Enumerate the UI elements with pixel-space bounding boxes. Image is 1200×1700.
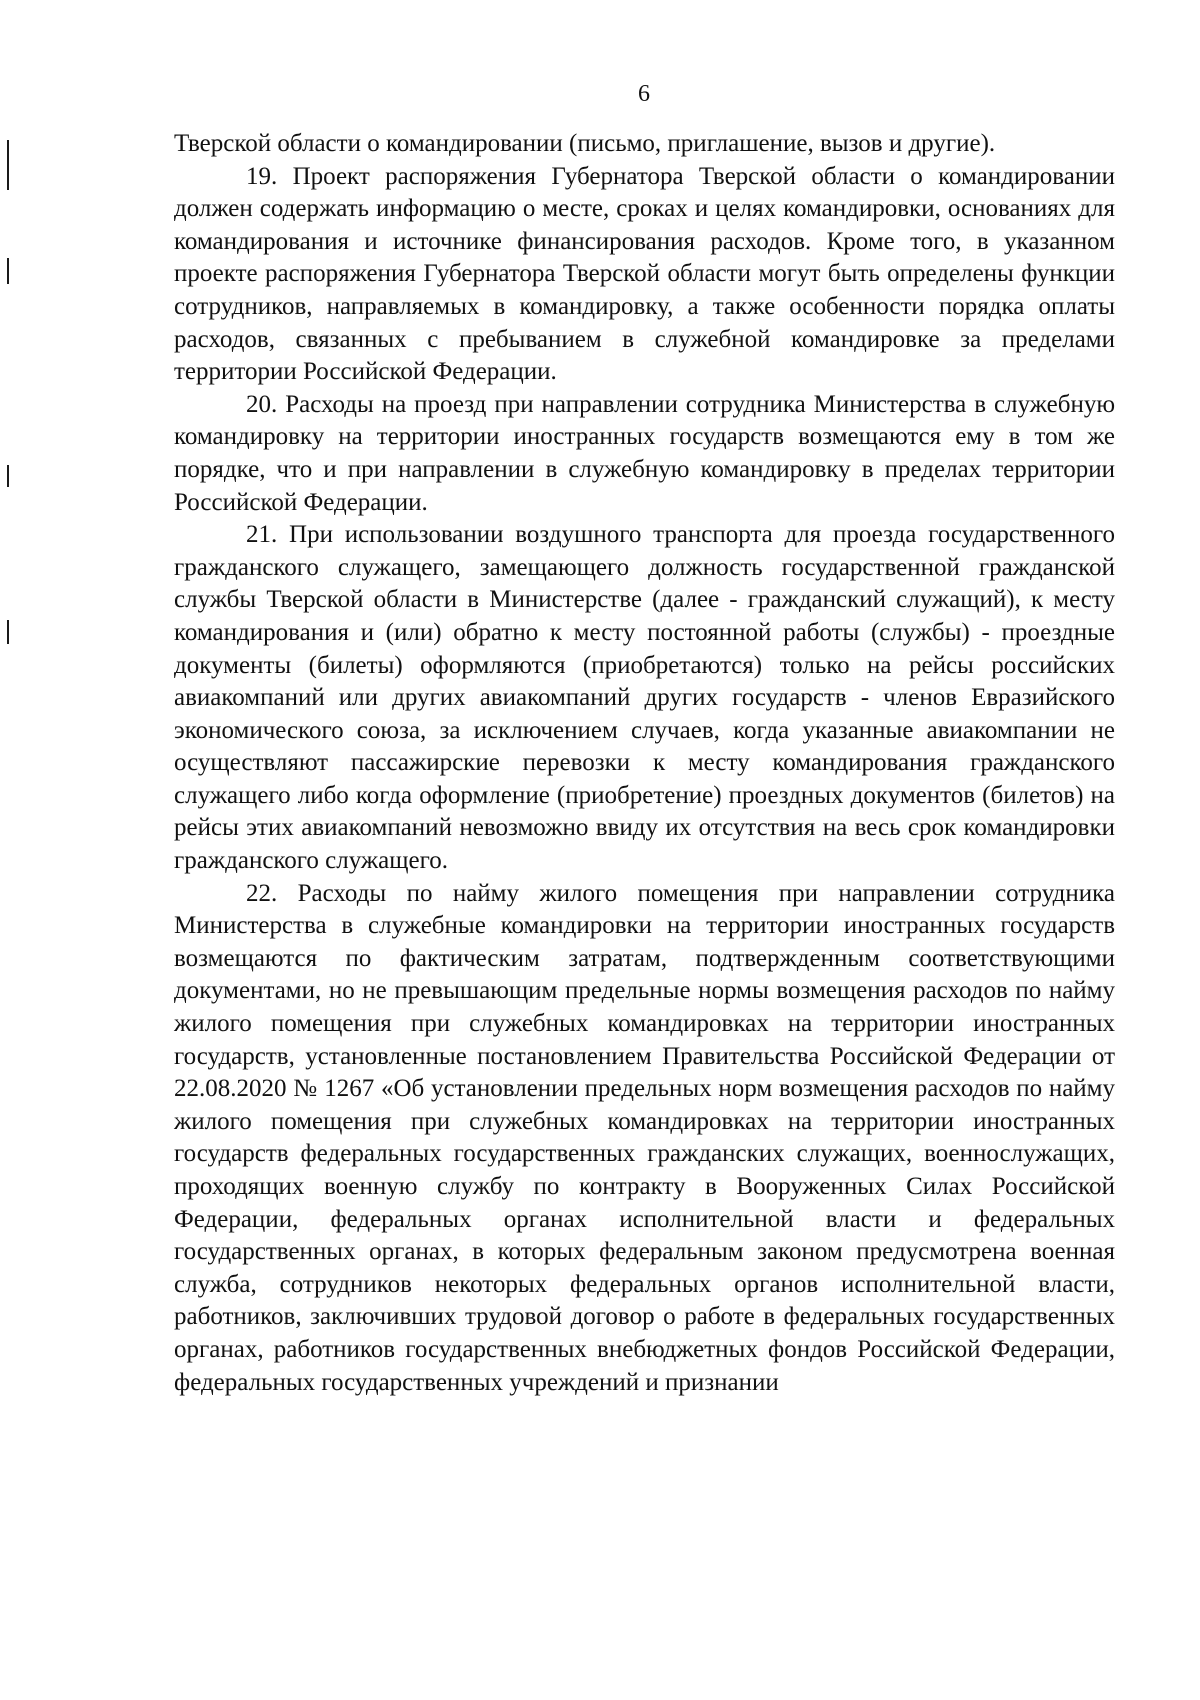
scan-edge-mark bbox=[7, 140, 9, 190]
paragraph-20: 20. Расходы на проезд при направлении сотрудника Министерства в служебную командировку на территории иностранных государств возмещаются ему в том же порядке, что и при направлении в служебную командировку в пределах территории Российской Федерации. bbox=[174, 390, 1115, 516]
paragraph-21: 21. При использовании воздушного транспорта для проезда государственного гражданского служащего, замещающего должность государственной гражданской службы Тверской области в Министерстве (далее - гражданский служащий), к месту командирования и (или) обратно к месту постоянной работы (службы) - проездные документы (билеты) оформляются (приобретаются) только на рейсы российских авиакомпаний или других авиакомпаний других государств - членов Евразийского экономического союза, за исключением случаев, когда указанные авиакомпании не осуществляют пассажирские перевозки к месту командирования гражданского служащего либо когда оформление (приобретение) проездных документов (билетов) на рейсы этих авиакомпаний невозможно ввиду их отсутствия на весь срок командировки гражданского служащего. bbox=[174, 521, 1115, 875]
document-body bbox=[174, 128, 1115, 1399]
scan-edge-mark bbox=[7, 465, 9, 487]
paragraph-19: 19. Проект распоряжения Губернатора Тверской области о командировании должен содержать информацию о месте, сроках и целях командировки, основаниях для командирования и источнике финансирования расходов. Кроме того, в указанном проекте распоряжения Губернатора Тверской области могут быть определены функции сотрудников, направляемых в командировку, а также особенности порядка оплаты расходов, связанных с пребыванием в служебной командировке за пределами территории Российской Федерации. bbox=[174, 162, 1115, 386]
scan-edge-mark bbox=[7, 258, 9, 284]
page-number: 6 bbox=[638, 81, 650, 107]
paragraph-22: 22. Расходы по найму жилого помещения при направлении сотрудника Министерства в служебные командировки на территории иностранных государств возмещаются по фактическим затратам, подтвержденным соответствующими документами, но не превышающим предельные нормы возмещения расходов по найму жилого помещения при служебных командировках на территории иностранных государств, установленные постановлением Правительства Российской Федерации от 22.08.2020 № 1267 «Об установлении предельных норм возмещения расходов по найму жилого помещения при служебных командировках на территории иностранных государств федеральных государственных гражданских служащих, военнослужащих, проходящих военную службу по контракту в Вооруженных Силах Российской Федерации, федеральных органах исполнительной власти и федеральных государственных органах, в которых федеральным законом предусмотрена военная служба, сотрудников некоторых федеральных органов исполнительной власти, работников, заключивших трудовой договор о работе в федеральных государственных органах, работников государственных внебюджетных фондов Российской Федерации, федеральных государственных учреждений и признании bbox=[174, 879, 1115, 1396]
scan-edge-mark bbox=[7, 620, 9, 644]
paragraph-continued: Тверской области о командировании (письмо, приглашение, вызов и другие). bbox=[174, 130, 996, 157]
